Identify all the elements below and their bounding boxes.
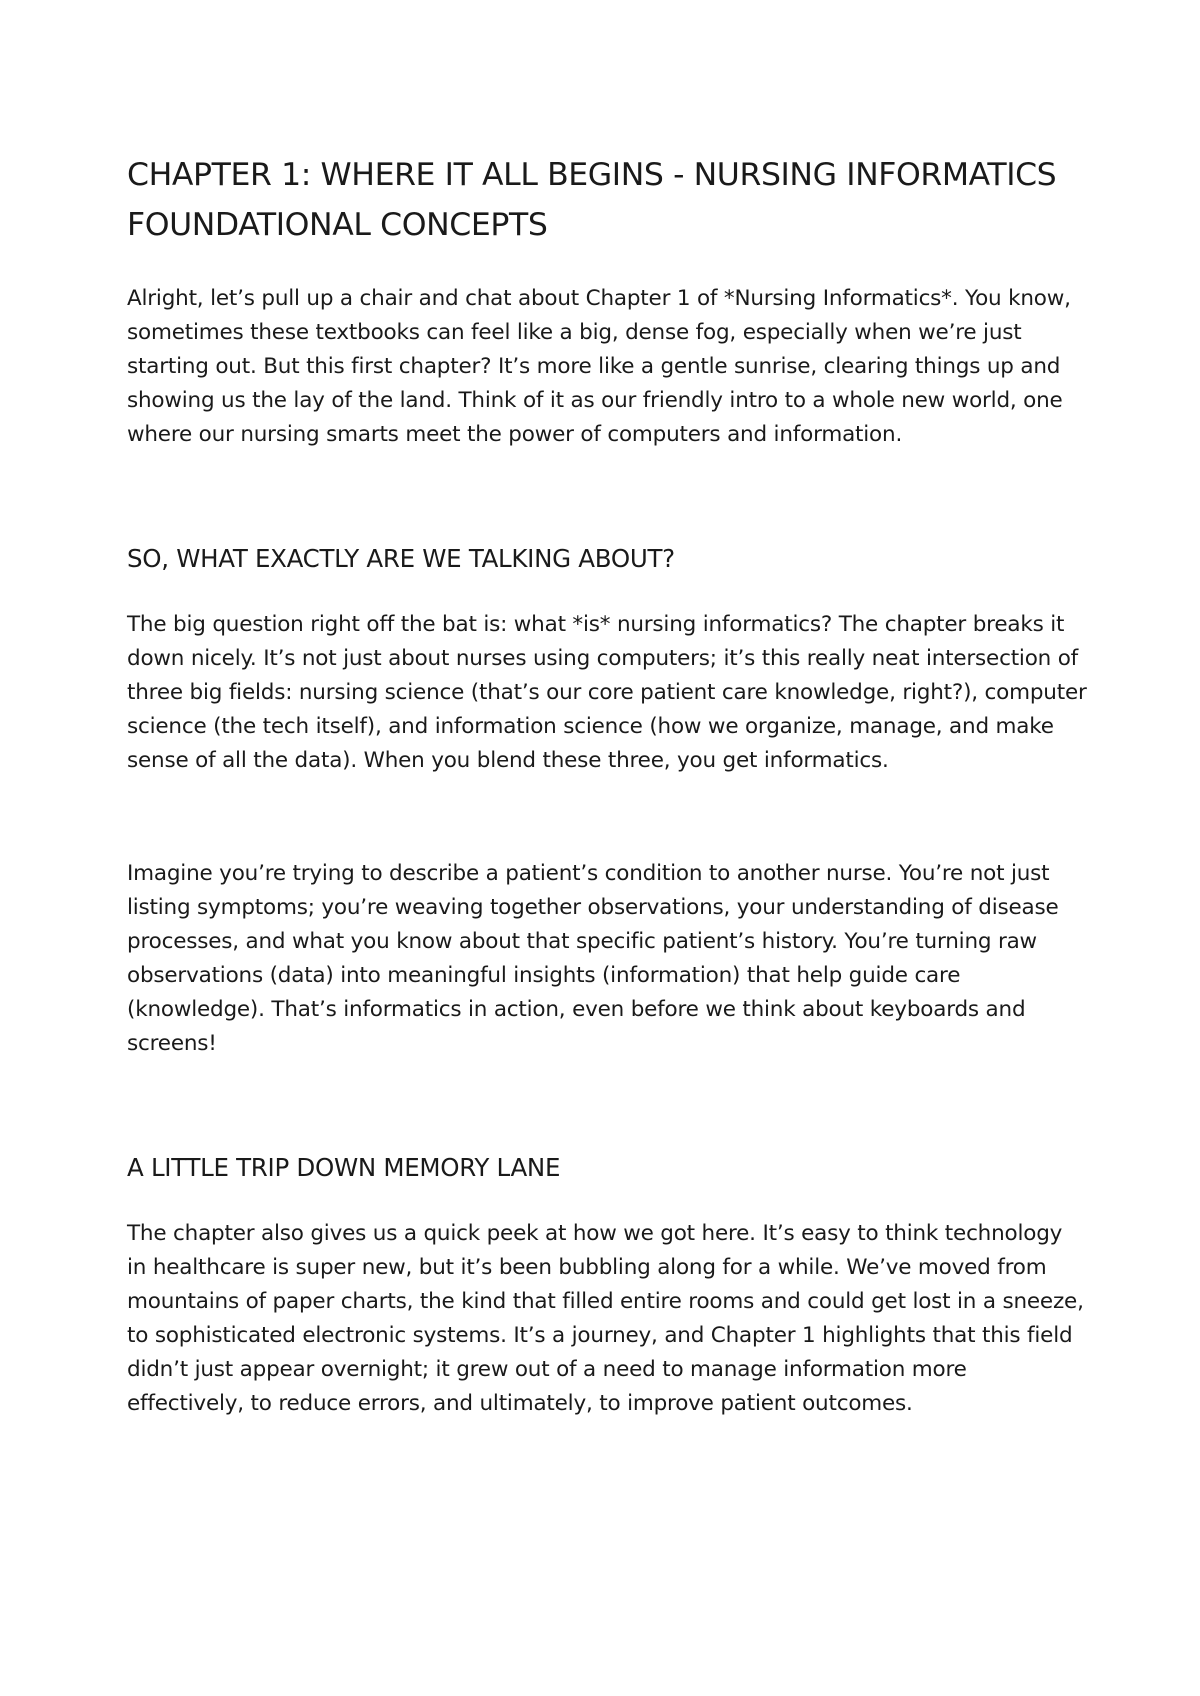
section-heading: SO, WHAT EXACTLY ARE WE TALKING ABOUT?	[127, 544, 675, 573]
body-paragraph: The chapter also gives us a quick peek at how we got here. It’s easy to think technology in healthcare is super new, but it’s been bubbling along for a while. We’ve moved from mountains of paper charts, the kind that filled entire rooms and could get lost in a sneeze, to sophisticated electronic systems. It’s a journey, and Chapter 1 highlights that this field didn’t just appear overnight; it grew out of a need to manage information more effectively, to reduce errors, and ultimately, to improve patient outcomes.	[127, 1221, 1084, 1416]
body-paragraph: Imagine you’re trying to describe a patient’s condition to another nurse. You’re not just listing symptoms; you’re weaving together observations, your understanding of disease processes, and what you know about that specific patient’s history. You’re turning raw observations (data) into meaningful insights (information) that help guide care (knowledge). That’s informatics in action, even before we think about keyboards and screens!	[127, 861, 1059, 1056]
section-heading: A LITTLE TRIP DOWN MEMORY LANE	[127, 1153, 561, 1182]
body-paragraph: The big question right off the bat is: what *is* nursing informatics? The chapter breaks it down nicely. It’s not just about nurses using computers; it’s this really neat intersection of three big fields: nursing science (that’s our core patient care knowledge, right?), computer science (the tech itself), and information science (how we organize, manage, and make sense of all the data). When you blend these three, you get informatics.	[127, 612, 1087, 773]
intro-paragraph: Alright, let’s pull up a chair and chat about Chapter 1 of *Nursing Informatics*. You know, sometimes these textbooks can feel like a big, dense fog, especially when we’re just starting out. But this first chapter? It’s more like a gentle sunrise, clearing things up and showing us the lay of the land. Think of it as our friendly intro to a whole new world, one where our nursing smarts meet the power of computers and information.	[127, 286, 1071, 447]
document-page	[127, 150, 1087, 1421]
chapter-title: CHAPTER 1: WHERE IT ALL BEGINS - NURSING INFORMATICS FOUNDATIONAL CONCEPTS	[127, 157, 1057, 243]
